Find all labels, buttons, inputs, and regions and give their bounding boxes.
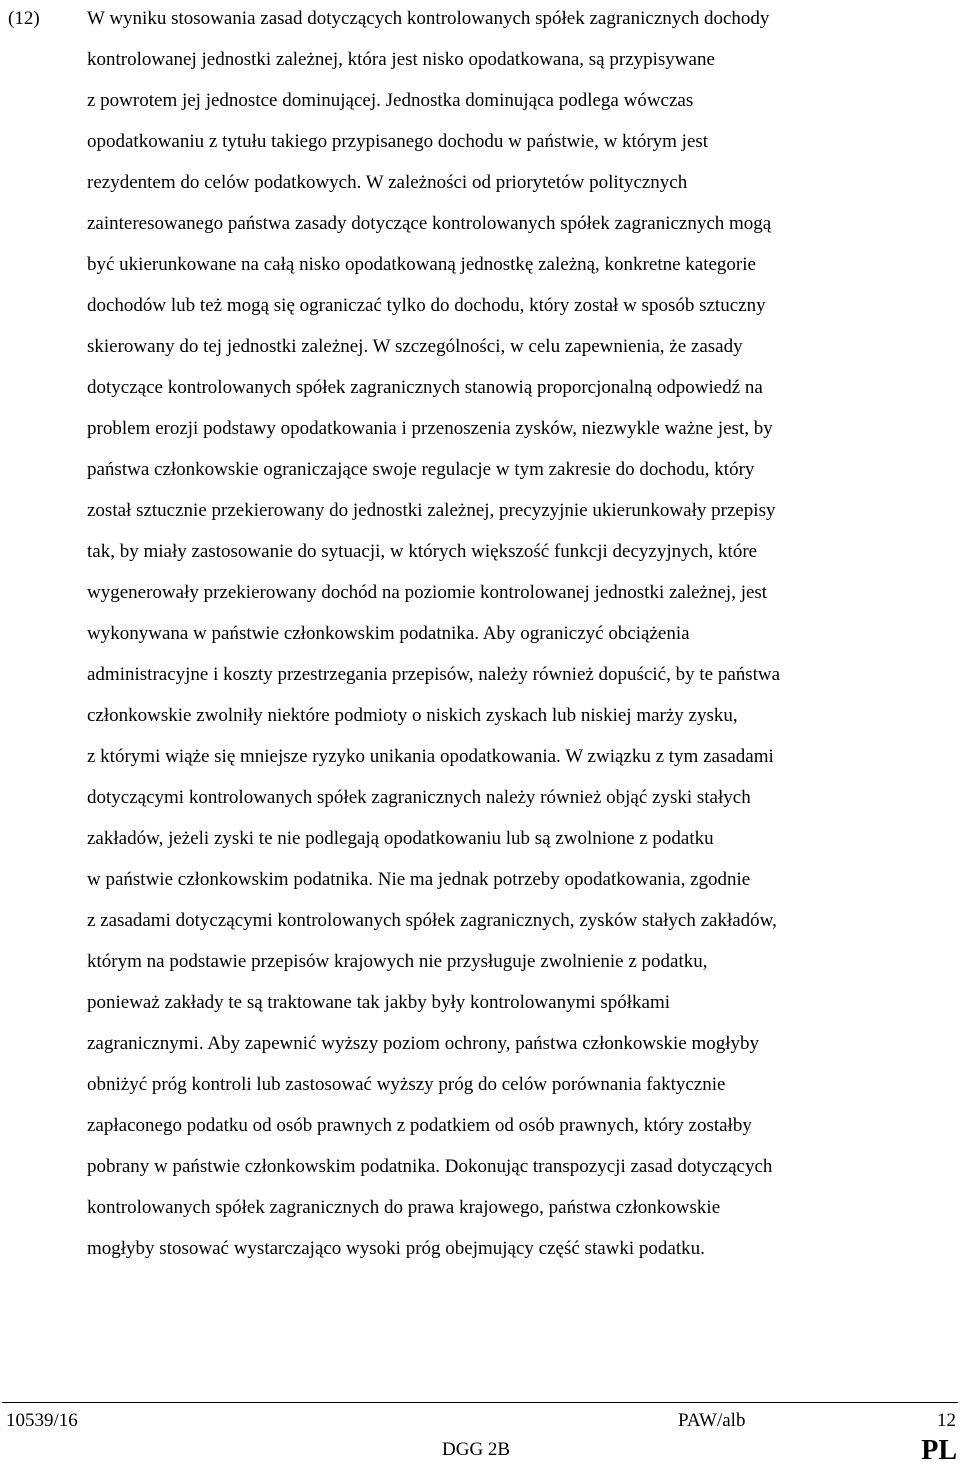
text-line: zainteresowanego państwa zasady dotyczące kontrolowanych spółek zagranicznych mogą xyxy=(87,213,772,234)
language-code: PL xyxy=(921,1435,957,1466)
recital-text xyxy=(87,0,959,1269)
text-line: zapłaconego podatku od osób prawnych z podatkiem od osób prawnych, który zostałby xyxy=(87,1115,752,1136)
text-line: rezydentem do celów podatkowych. W zależności od priorytetów politycznych xyxy=(87,172,688,193)
text-line: zagranicznymi. Aby zapewnić wyższy poziom ochrony, państwa członkowskie mogłyby xyxy=(87,1033,760,1054)
text-line: wykonywana w państwie członkowskim podatnika. Aby ograniczyć obciążenia xyxy=(87,623,690,644)
text-line: mogłyby stosować wystarczająco wysoki próg obejmujący część stawki podatku. xyxy=(87,1238,705,1259)
text-line: kontrolowanych spółek zagranicznych do prawa krajowego, państwa członkowskie xyxy=(87,1197,721,1218)
text-line: dotyczące kontrolowanych spółek zagranicznych stanowią proporcjonalną odpowiedź na xyxy=(87,377,763,398)
document-reference: 10539/16 xyxy=(6,1410,78,1431)
text-line: którym na podstawie przepisów krajowych nie przysługuje zwolnienie z podatku, xyxy=(87,951,708,972)
text-line: problem erozji podstawy opodatkowania i przenoszenia zysków, niezwykle ważne jest, by xyxy=(87,418,773,439)
text-line: administracyjne i koszty przestrzegania przepisów, należy również dopuścić, by te państwa xyxy=(87,664,781,685)
text-line: państwa członkowskie ograniczające swoje regulacje w tym zakresie do dochodu, który xyxy=(87,459,755,480)
text-line: z którymi wiąże się mniejsze ryzyko unikania opodatkowania. W związku z tym zasadami xyxy=(87,746,774,767)
text-line: ponieważ zakłady te są traktowane tak jakby były kontrolowanymi spółkami xyxy=(87,992,671,1013)
footer-divider xyxy=(2,1402,958,1403)
text-line: został sztucznie przekierowany do jednostki zależnej, precyzyjnie ukierunkowały przepisy xyxy=(87,500,776,521)
author-code: PAW/alb xyxy=(678,1410,746,1431)
text-line: obniżyć próg kontroli lub zastosować wyższy próg do celów porównania faktycznie xyxy=(87,1074,726,1095)
text-line: opodatkowaniu z tytułu takiego przypisanego dochodu w państwie, w którym jest xyxy=(87,131,709,152)
text-line: pobrany w państwie członkowskim podatnika. Dokonując transpozycji zasad dotyczących xyxy=(87,1156,773,1177)
text-line: być ukierunkowane na całą nisko opodatkowaną jednostkę zależną, konkretne kategorie xyxy=(87,254,756,275)
page-number: 12 xyxy=(937,1410,956,1431)
text-line: skierowany do tej jednostki zależnej. W szczególności, w celu zapewnienia, że zasady xyxy=(87,336,743,357)
text-line: zakładów, jeżeli zyski te nie podlegają opodatkowaniu lub są zwolnione z podatku xyxy=(87,828,714,849)
text-line: z powrotem jej jednostce dominującej. Jednostka dominująca podlega wówczas xyxy=(87,90,694,111)
text-line: dotyczącymi kontrolowanych spółek zagranicznych należy również objąć zyski stałych xyxy=(87,787,751,808)
text-line: kontrolowanej jednostki zależnej, która jest nisko opodatkowana, są przypisywane xyxy=(87,49,715,70)
text-line: z zasadami dotyczącymi kontrolowanych spółek zagranicznych, zysków stałych zakładów, xyxy=(87,910,777,931)
text-line: W wyniku stosowania zasad dotyczących kontrolowanych spółek zagranicznych dochody xyxy=(87,8,770,29)
directorate-code: DGG 2B xyxy=(442,1439,511,1460)
text-line: tak, by miały zastosowanie do sytuacji, w których większość funkcji decyzyjnych, które xyxy=(87,541,758,562)
text-line: w państwie członkowskim podatnika. Nie ma jednak potrzeby opodatkowania, zgodnie xyxy=(87,869,751,890)
text-line: członkowskie zwolniły niektóre podmioty o niskich zyskach lub niskiej marży zysku, xyxy=(87,705,738,726)
text-line: dochodów lub też mogą się ograniczać tylko do dochodu, który został w sposób sztuczny xyxy=(87,295,766,316)
text-line: wygenerowały przekierowany dochód na poziomie kontrolowanej jednostki zależnej, jest xyxy=(87,582,768,603)
recital-number: (12) xyxy=(8,8,40,29)
